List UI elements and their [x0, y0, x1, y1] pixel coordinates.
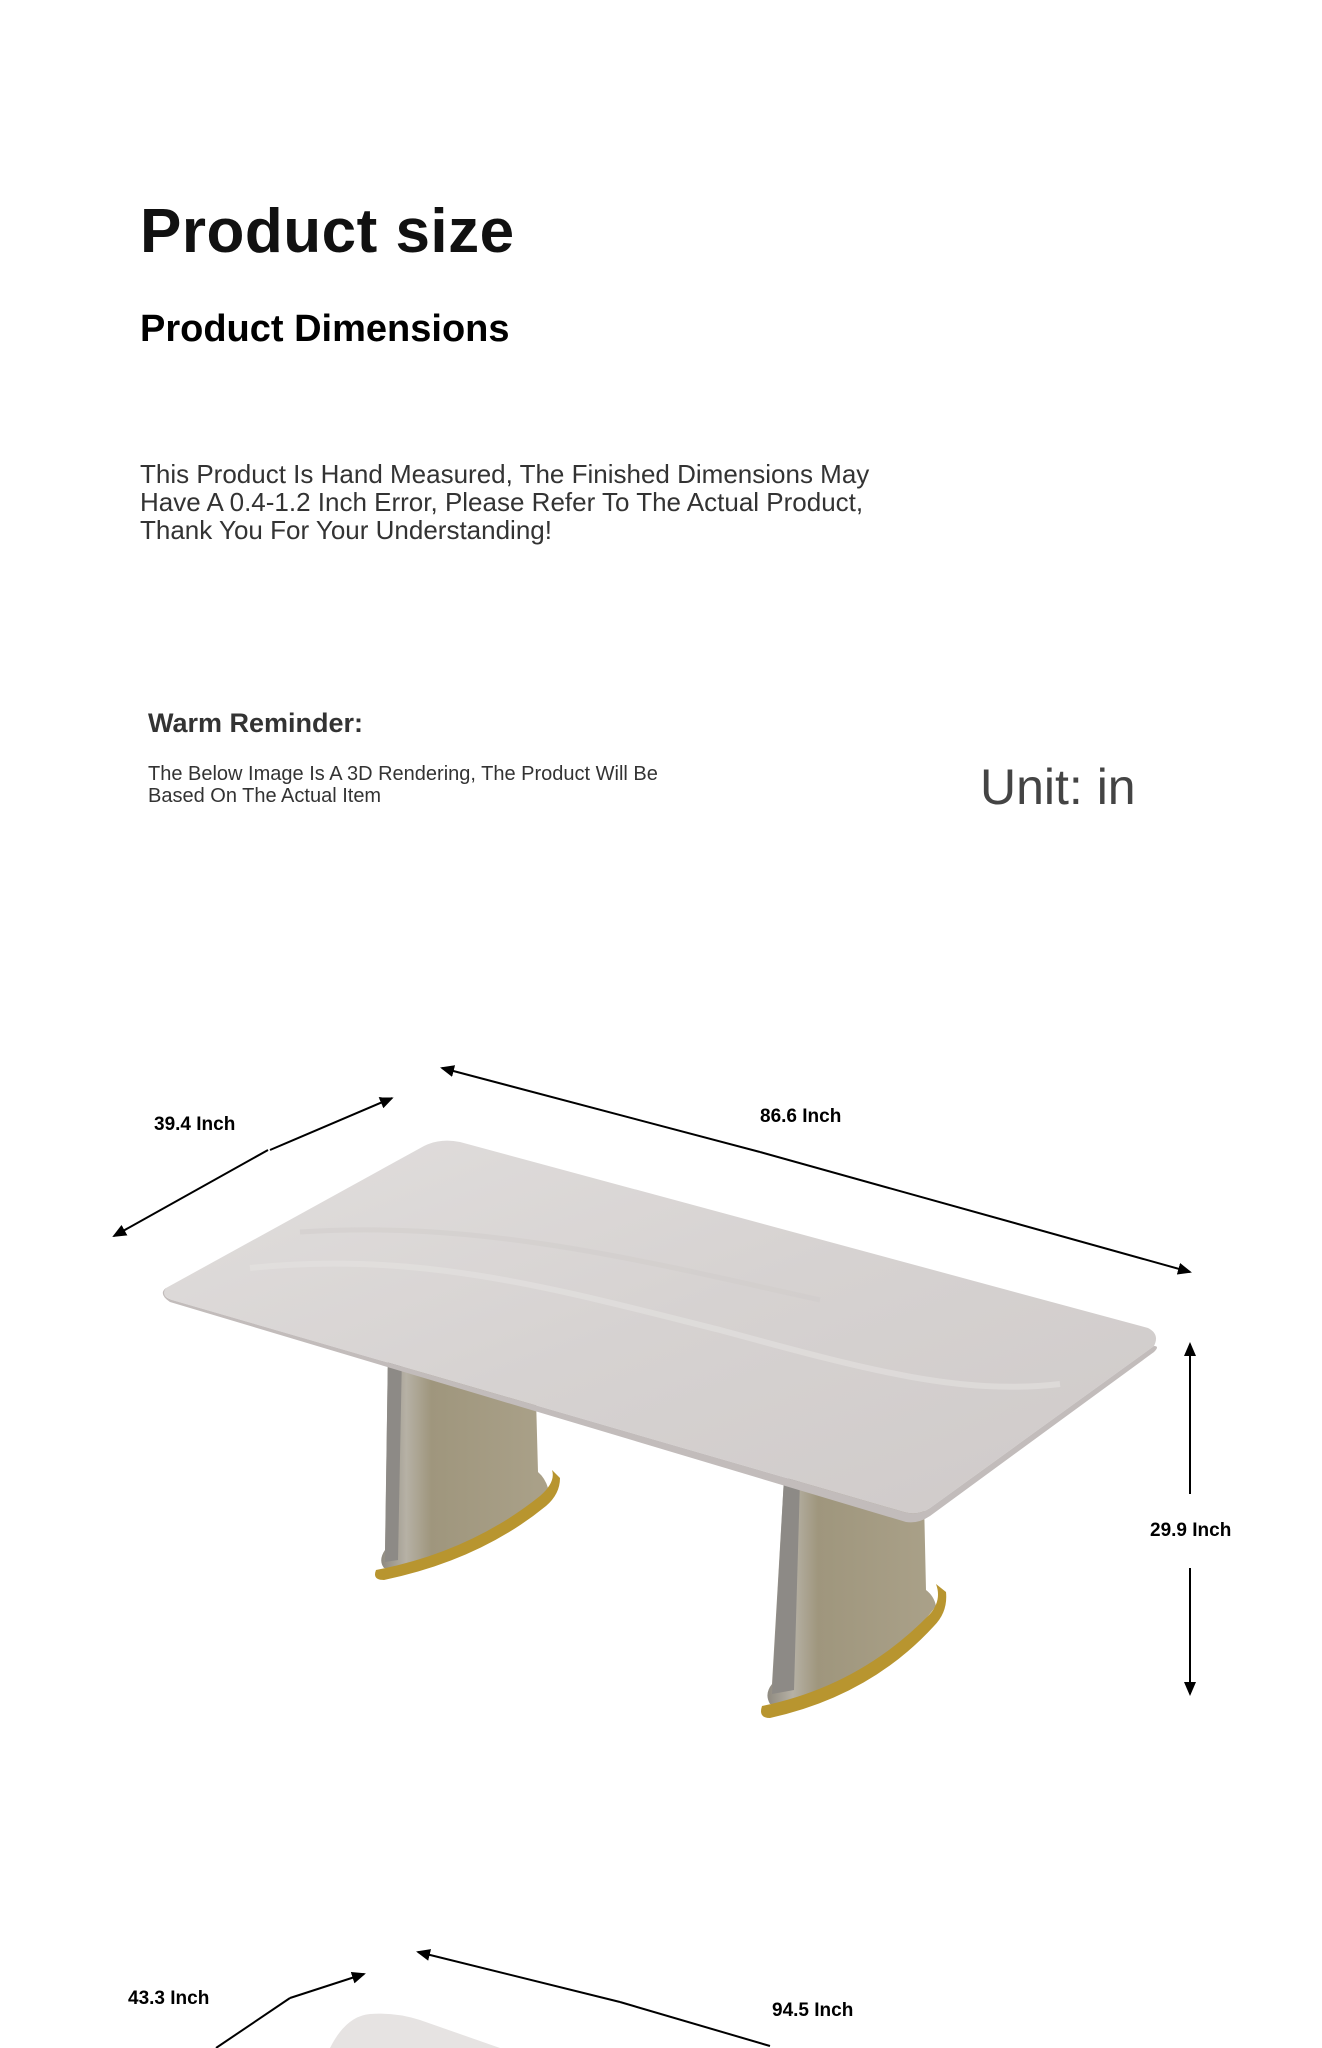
width-label: 39.4 Inch	[154, 1114, 236, 1135]
length-arrow	[442, 1068, 760, 1152]
width-arrow	[114, 1150, 268, 1236]
reminder-line: Based On The Actual Item	[148, 785, 382, 807]
length-label: 86.6 Inch	[760, 1106, 842, 1127]
note-line: Have A 0.4-1.2 Inch Error, Please Refer To The Actual Product,	[140, 487, 864, 517]
width-arrow	[216, 1998, 290, 2048]
length-label: 94.5 Inch	[772, 2000, 854, 2021]
height-label: 29.9 Inch	[1150, 1520, 1232, 1541]
table-diagram-2	[216, 1952, 770, 2048]
width-arrow	[270, 1098, 392, 1150]
width-arrow	[290, 1974, 364, 1998]
reminder-heading: Warm Reminder:	[148, 708, 364, 738]
note-line: This Product Is Hand Measured, The Finished Dimensions May	[140, 459, 870, 489]
section-heading: Product Dimensions	[140, 308, 510, 350]
reminder-line: The Below Image Is A 3D Rendering, The Product Will Be	[148, 763, 658, 785]
length-arrow	[620, 2002, 770, 2046]
unit-label: Unit: in	[980, 759, 1136, 815]
page-title: Product size	[140, 197, 515, 266]
length-arrow	[418, 1952, 620, 2002]
tabletop	[163, 1141, 1157, 1523]
note-line: Thank You For Your Understanding!	[140, 515, 552, 545]
width-label: 43.3 Inch	[128, 1988, 210, 2009]
